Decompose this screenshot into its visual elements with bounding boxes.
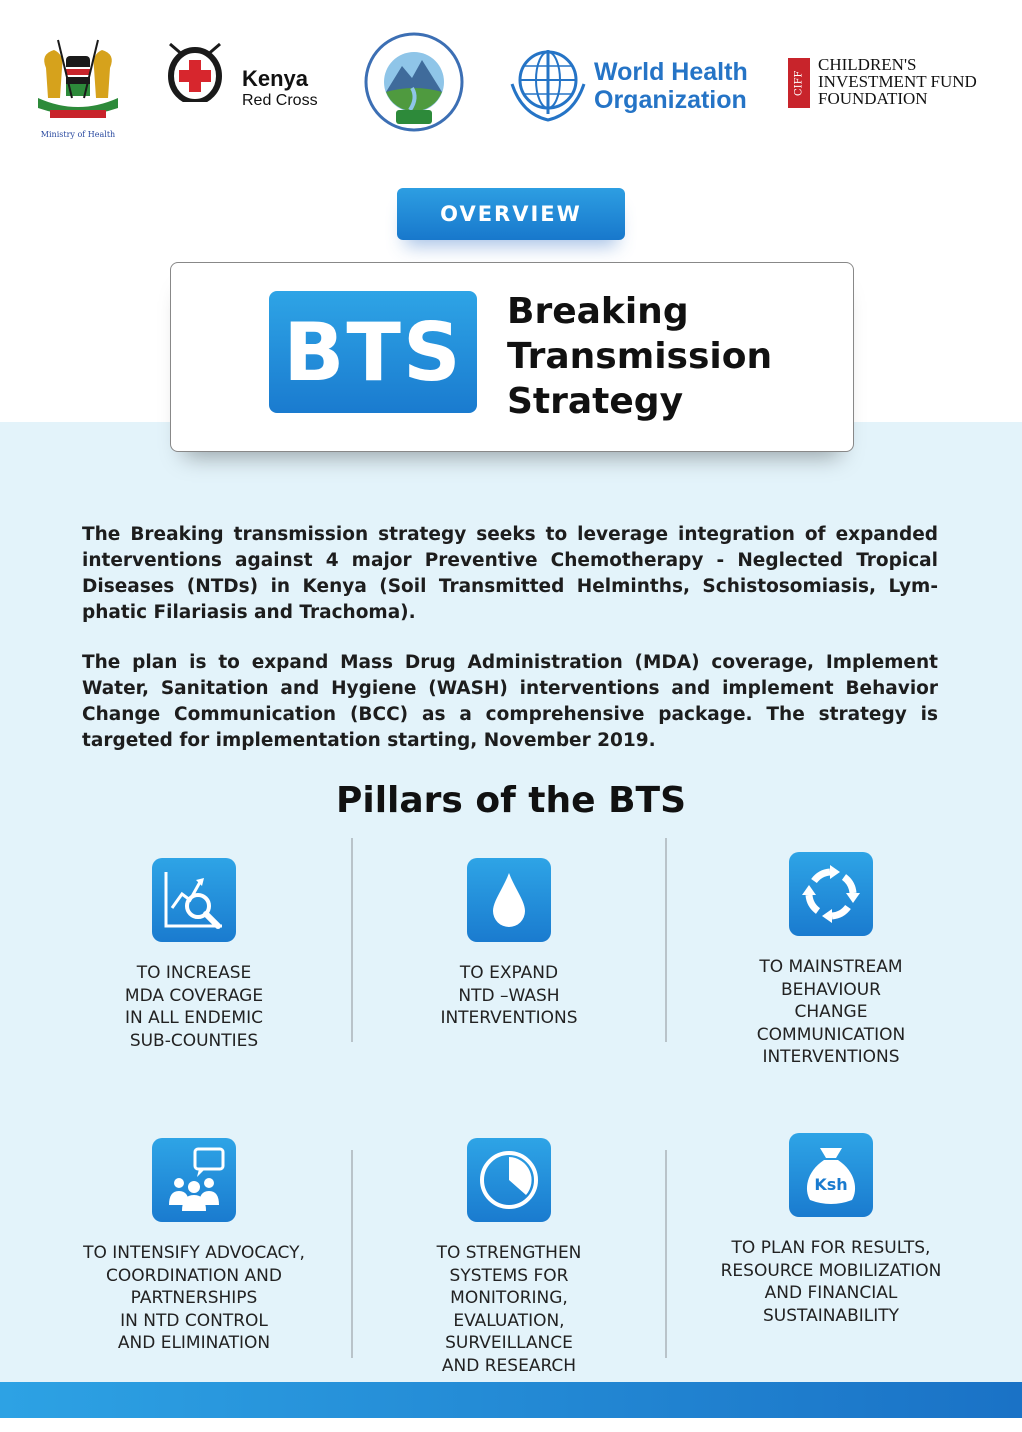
intro-paragraph-2: The plan is to expand Mass Drug Administration (MDA) coverage, Implement Water, Sanitation and Hygiene (WASH) interventions and implement Behavior Change Communication (BCC) as a comprehensive package. The strategy is targeted for implementation starting, November 2019. (82, 652, 938, 751)
red-cross-subtitle: Red Cross (242, 92, 318, 109)
meru-county-seal-logo (362, 30, 466, 134)
people-chat-icon (152, 1138, 236, 1222)
red-cross-name: Kenya (242, 66, 309, 91)
pillar-ntd-wash (359, 858, 659, 1030)
ciff-line-1: CHILDREN'S (818, 55, 917, 74)
pillar-monitoring (359, 1138, 659, 1377)
who-emblem-icon (508, 44, 588, 124)
bts-abbreviation: BTS (269, 291, 477, 413)
pillar-label: TO MAINSTREAM BEHAVIOUR CHANGE COMMUNICATION INTERVENTIONS (756, 957, 906, 1067)
chart-magnifier-icon (152, 858, 236, 942)
ministry-of-health-caption: Ministry of Health (40, 130, 116, 139)
column-divider (665, 838, 667, 1042)
title-line-2: Transmission (507, 336, 773, 377)
cycle-arrows-icon (789, 852, 873, 936)
who-line-1: World Health (594, 58, 748, 86)
pillar-label: TO STRENGTHEN SYSTEMS FOR MONITORING, EVALUATION, SURVEILLANCE AND RESEARCH (436, 1243, 582, 1376)
meru-seal-icon (362, 30, 466, 134)
intro-text (82, 522, 938, 778)
who-logo (508, 44, 748, 124)
pillar-label: TO INCREASE MDA COVERAGE IN ALL ENDEMIC SUB-COUNTIES (124, 963, 264, 1051)
currency-text: Ksh (814, 1175, 848, 1194)
pillar-label: TO INTENSIFY ADVOCACY, COORDINATION AND PARTNERSHIPS IN NTD CONTROL AND ELIMINATION (83, 1243, 305, 1353)
ciff-line-2: INVESTMENT FUND (818, 72, 977, 91)
ciff-line-3: FOUNDATION (818, 89, 928, 108)
water-drop-icon (467, 858, 551, 942)
red-cross-emblem-icon (164, 40, 226, 102)
pillar-financing (681, 1133, 981, 1327)
who-line-2: Organization (594, 86, 747, 114)
title-line-1: Breaking (507, 291, 689, 332)
pillar-advocacy (44, 1138, 344, 1355)
bts-full-title (507, 289, 772, 424)
pillar-behaviour-change (681, 852, 981, 1069)
pillar-label: TO EXPAND NTD –WASH INTERVENTIONS (440, 963, 578, 1028)
who-wordmark (594, 58, 748, 114)
kenya-red-cross-logo (164, 40, 334, 120)
clock-icon (467, 1138, 551, 1222)
kenya-coat-of-arms-logo (28, 38, 128, 138)
ciff-wordmark (818, 56, 977, 107)
column-divider (351, 838, 353, 1042)
ciff-badge: CIFF (788, 58, 810, 108)
ciff-logo (788, 55, 998, 118)
pillar-mda-coverage (44, 858, 344, 1052)
money-bag-icon (789, 1133, 873, 1217)
overview-label: OVERVIEW (397, 188, 625, 240)
column-divider (351, 1150, 353, 1358)
pillar-label: TO PLAN FOR RESULTS, RESOURCE MOBILIZATION AND FINANCIAL SUSTAINABILITY (720, 1238, 942, 1326)
pillars-heading: Pillars of the BTS (335, 780, 687, 821)
coat-of-arms-icon (28, 38, 128, 130)
title-card (170, 262, 854, 452)
footer-bar (0, 1382, 1022, 1418)
column-divider (665, 1150, 667, 1358)
intro-paragraph-1: The Breaking transmission strategy seeks to leverage integration of expanded interventions against 4 major Preventive Chemotherapy - Neglected Tropical Diseases (NTDs) in Kenya (Soil Transmitted Helminths, Schistosomiasis, Lym-phatic Filariasis and Trachoma). (82, 524, 938, 623)
partner-logos (0, 30, 1022, 140)
title-line-3: Strategy (507, 381, 684, 422)
